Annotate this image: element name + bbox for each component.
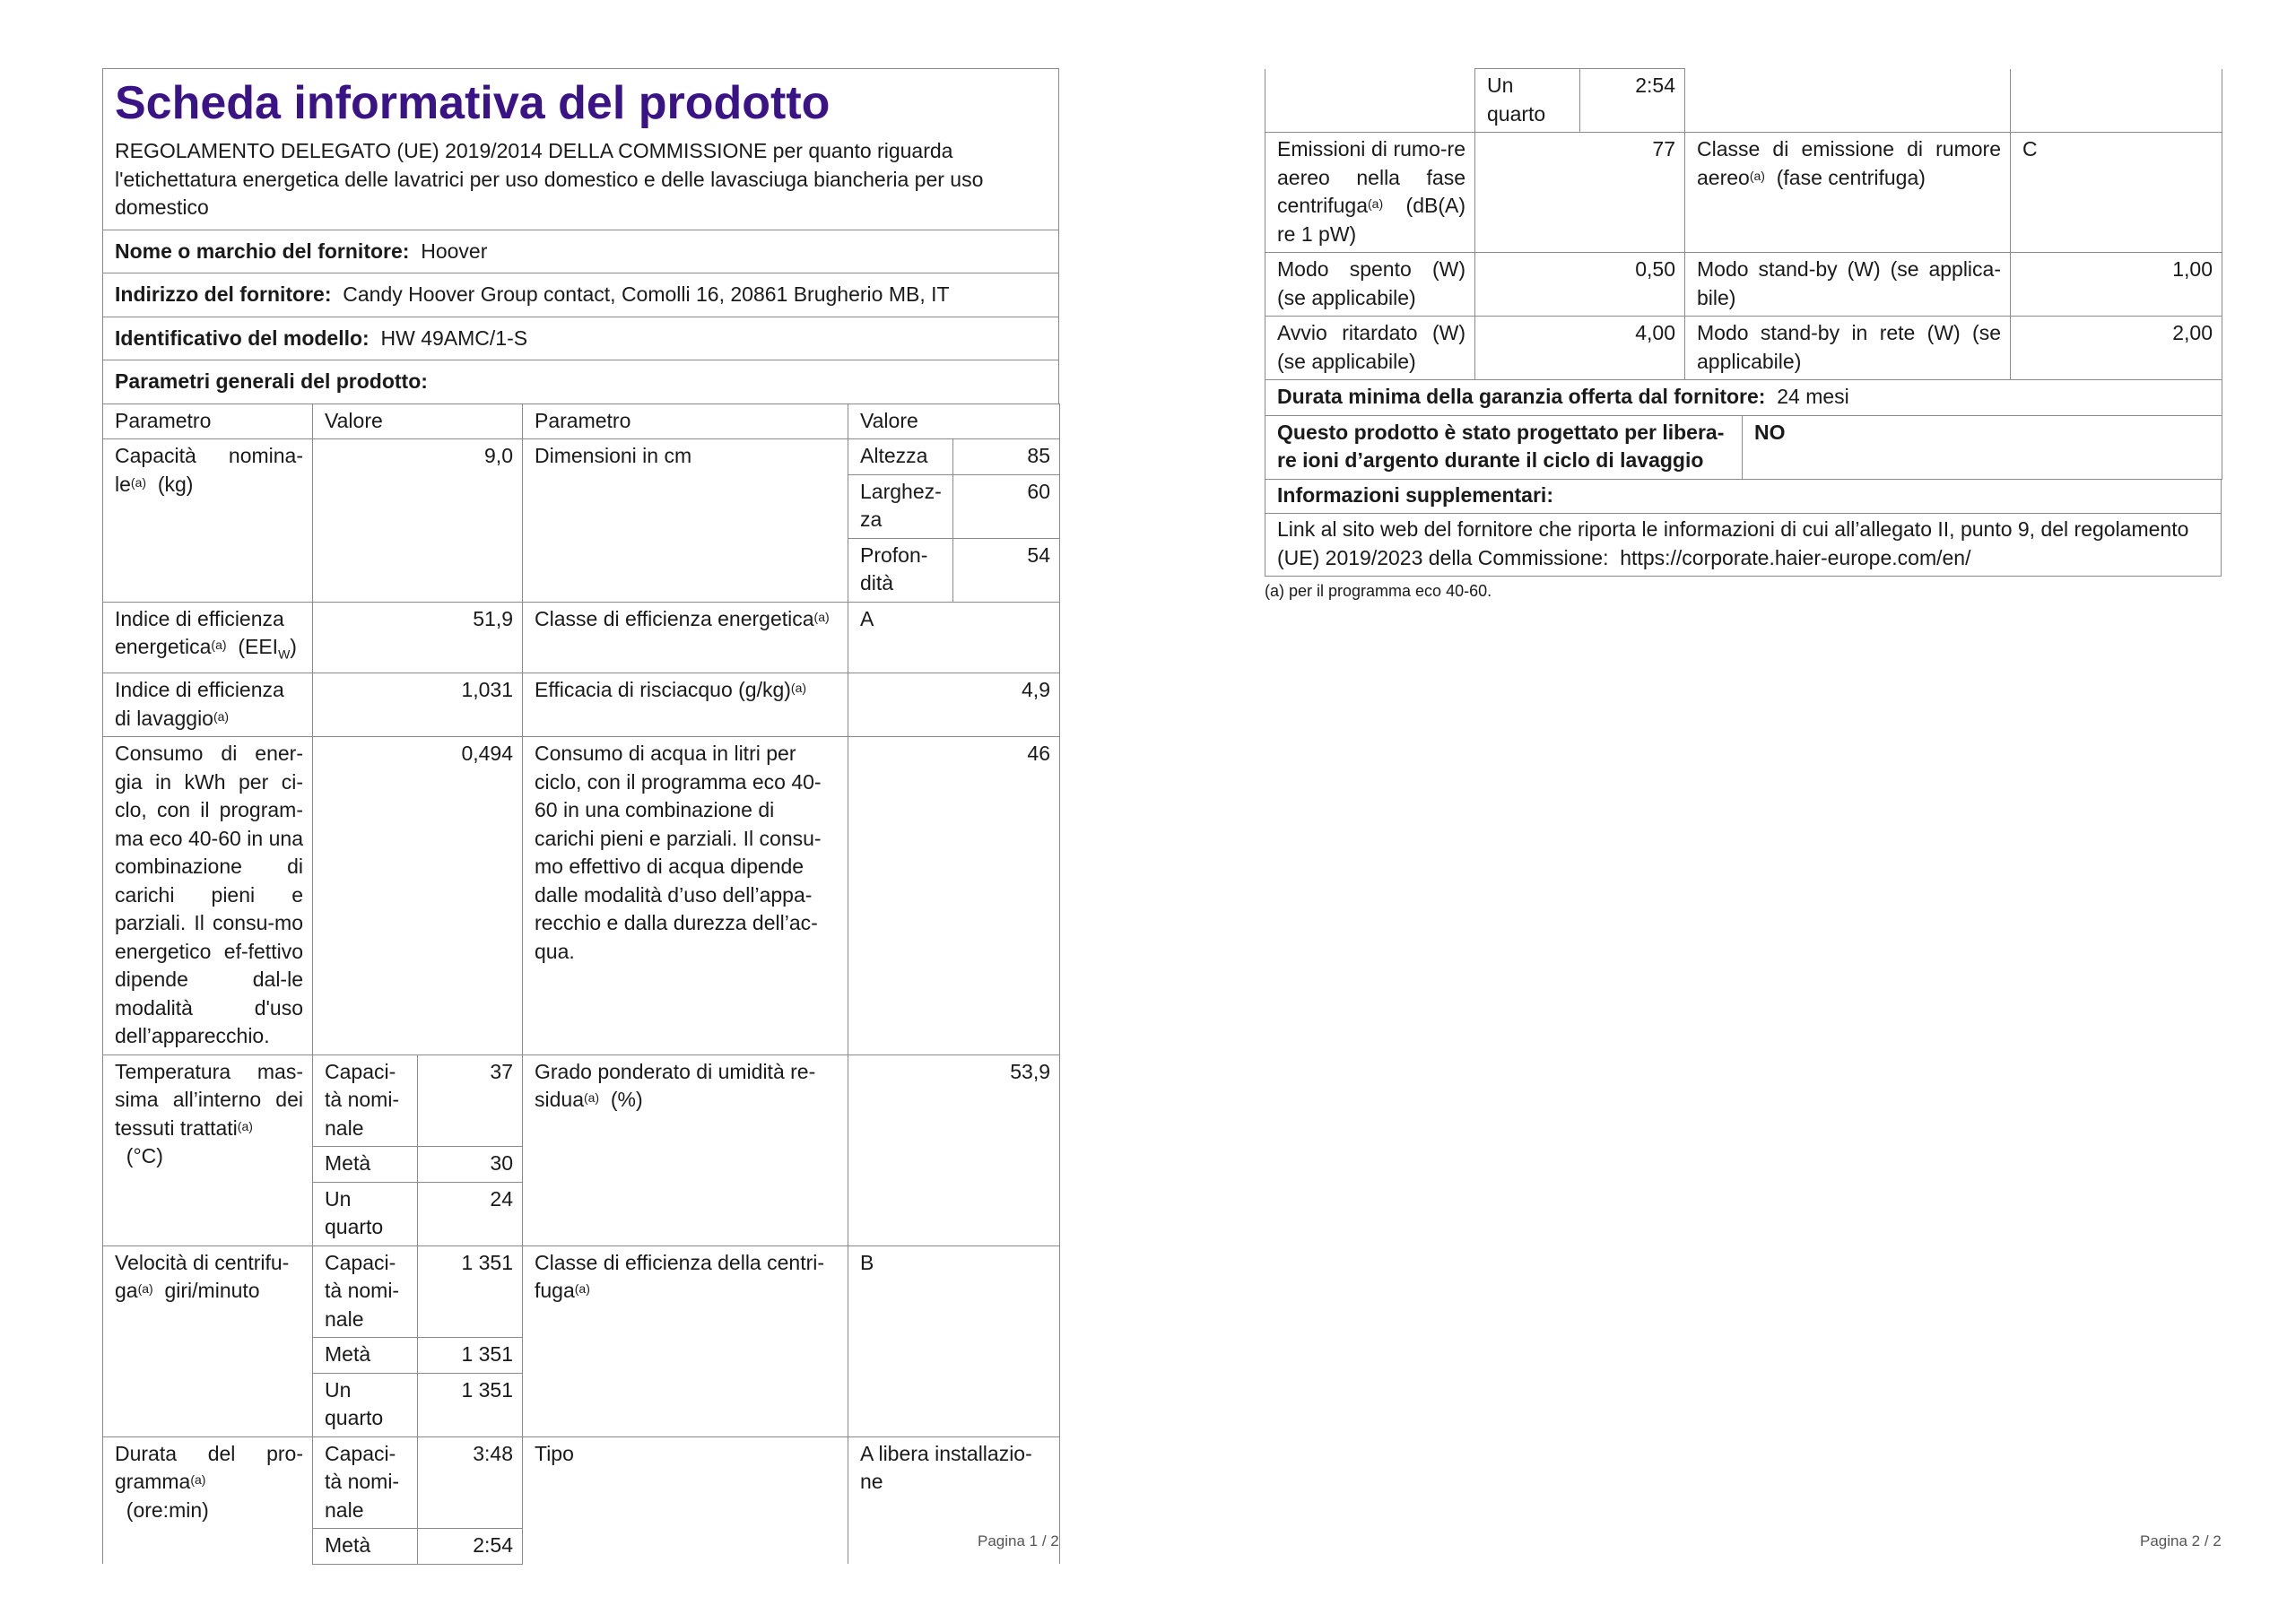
footnote-ref: (a) [574,1281,590,1297]
moisture-label: Grado ponderato di umidità re-sidua [535,1059,816,1112]
depth-label: Profon-dità [848,538,953,602]
rated-capacity-value: 9,0 [313,439,523,603]
network-standby-value: 2,00 [2011,317,2222,380]
warranty-row [1265,380,2222,416]
eei-value: 51,9 [313,602,523,673]
eei-unit: (EEI [238,635,279,658]
page-2 [1265,68,2222,601]
network-standby-label: Modo stand-by in rete (W) (se applicabile) [1685,317,2011,380]
table-row [103,439,1060,475]
eei-unit-close: ) [290,635,297,658]
standby-value: 1,00 [2011,253,2222,317]
silver-table [1265,415,2222,480]
spin-unit: giri/minuto [164,1279,260,1303]
page-number-1: Pagina 1 / 2 [978,1532,1059,1549]
off-mode-value: 0,50 [1475,253,1685,317]
duration-continued-label [1265,69,1475,133]
footnote-ref: (a) [237,1118,253,1133]
table-row [1265,380,2222,416]
noise-class-value: C [2011,133,2222,253]
type-continued-label [1685,69,2011,133]
header-param-2: Parametro [523,404,848,439]
link-row [1265,514,2222,577]
silver-ions-value: NO [1743,415,2222,479]
wash-index-value: 1,031 [313,673,523,737]
footnote-ref: (a) [583,1090,600,1106]
delay-start-value: 4,00 [1475,317,1685,380]
noise-class-label-cell [1685,133,2011,253]
wash-index-label-cell [103,673,313,737]
params-table-continued [1265,68,2222,416]
load-quarter-label: Un quarto [313,1182,418,1245]
supplier-address-row [103,273,1059,317]
temp-quarter-value: 24 [418,1182,523,1245]
table-row [1265,317,2222,380]
temperature-unit: (°C) [126,1144,163,1168]
water-consumption-value: 46 [848,737,1060,1055]
rinse-label-cell [523,673,848,737]
load-full-label: Capaci-tà nomi-nale [313,1245,418,1338]
rated-capacity-unit: (kg) [157,472,194,496]
moisture-label-cell [523,1055,848,1245]
spin-quarter-value: 1 351 [418,1373,523,1436]
duration-label: Durata del pro-gramma [115,1441,303,1494]
width-label: Larghez-za [848,474,953,538]
eei-label: Indice di efficienza energetica [115,606,284,658]
moisture-unit: (%) [610,1088,643,1112]
silver-ions-label: Questo prodotto è stato progettato per libera-re ioni d’argento durante il ciclo di lavaggio [1265,415,1743,479]
spin-label-cell [103,1245,313,1436]
energy-class-value: A [848,602,1060,673]
temp-half-value: 30 [418,1147,523,1183]
footnote-ref: (a) [790,681,807,696]
dimensions-label: Dimensioni in cm [523,439,848,603]
rinse-value: 4,9 [848,673,1060,737]
noise-unit: (dB(A) re 1 pW) [1277,194,1465,246]
footnote-ref: (a) [213,708,230,724]
link-text: Link al sito web del fornitore che riporta le informazioni di cui all’allegato II, punto 9, del regolamento (UE) 2019/2023 della Commissione: [1277,517,2189,569]
energy-consumption-value: 0,494 [313,737,523,1055]
load-half-label: Metà [313,1147,418,1183]
table-header-row [103,404,1060,439]
spin-class-label-cell [523,1245,848,1436]
footnote-ref: (a) [813,609,830,624]
table-row [103,1055,1060,1147]
page-1 [102,68,1059,1565]
energy-class-label-cell [523,602,848,673]
off-mode-label: Modo spento (W) (se applicabile) [1265,253,1475,317]
noise-class-unit: (fase centrifuga) [1776,165,1926,189]
noise-class-label: Classe di emissione di rumore aereo [1697,137,2001,189]
temperature-label: Temperatura mas-sima all’interno dei tessuti trattati [115,1059,303,1140]
duration-label-cell [103,1436,313,1564]
noise-label-cell [1265,133,1475,253]
eei-unit-sub: W [278,647,291,662]
eei-label-cell [103,602,313,673]
table-row [1265,133,2222,253]
table-row [103,737,1060,1055]
delay-start-label: Avvio ritardato (W) (se applicabile) [1265,317,1475,380]
footnote: (a) per il programma eco 40-60. [1265,582,1492,600]
params-table [102,404,1060,1565]
rated-capacity-label-cell [103,439,313,603]
duration-unit: (ore:min) [126,1497,209,1522]
energy-consumption-label: Consumo di ener-gia in kWh per ci-clo, con il program-ma eco 40-60 in una combinazione di carichi pieni e parziali. Il consu-mo energetico ef-fettivo dipende dal-le modalità d'uso dell’apparecchio. [103,737,313,1055]
header-value: Valore [313,404,523,439]
table-row [103,673,1060,737]
height-label: Altezza [848,439,953,475]
regulation-text: REGOLAMENTO DELEGATO (UE) 2019/2014 DELLA COMMISSIONE per quanto riguarda l'etichettatura energetica delle lavatrici per uso domestico e delle lavasciuga biancheria per uso domestico [115,139,984,219]
header-table [102,68,1059,404]
footnote-ref: (a) [137,1281,153,1297]
duration-quarter-value: 2:54 [1580,69,1685,133]
supplier-address: Candy Hoover Group contact, Comolli 16, 20861 Brugherio MB, IT [343,282,950,306]
footnote-ref: (a) [1749,168,1765,183]
warranty-value: 24 mesi [1777,385,1849,408]
model-row [103,317,1059,360]
footnote-ref: (a) [1368,196,1384,211]
title-cell [103,69,1059,230]
page-title: Scheda informativa del prodotto [115,77,831,129]
footnote-ref: (a) [211,638,227,652]
type-value: A libera installazio-ne [848,1436,1060,1564]
supplier-address-label: Indirizzo del fornitore: [115,282,332,306]
load-full-label: Capaci-tà nomi-nale [313,1436,418,1529]
spin-label: Velocità di centrifu-ga [115,1250,290,1303]
temperature-label-cell [103,1055,313,1245]
type-label: Tipo [523,1436,848,1564]
water-consumption-label: Consumo di acqua in litri per ciclo, con il programma eco 40-60 in una combinazione di carichi pieni e parziali. Il consu-mo effettivo di acqua dipende dalle modalità d’uso dell’appa-recchio e dalla durezza dell’ac-qua. [523,737,848,1055]
table-row [1265,69,2222,133]
table-row [103,602,1060,673]
load-quarter-label: Un quarto [313,1373,418,1436]
table-row [1265,415,2222,479]
spin-class-label: Classe di efficienza della centri-fuga [535,1250,825,1303]
table-row [103,1245,1060,1338]
moisture-value: 53,9 [848,1055,1060,1245]
load-half-label: Metà [313,1338,418,1374]
load-full-label: Capaci-tà nomi-nale [313,1055,418,1147]
supplier-name-row [103,230,1059,273]
extra-info-table [1265,479,2222,577]
supplier-name: Hoover [421,239,488,263]
standby-label: Modo stand-by (W) (se applica-bile) [1685,253,2011,317]
model-label: Identificativo del modello: [115,325,370,350]
width-value: 60 [953,474,1060,538]
supplier-name-label: Nome o marchio del fornitore: [115,239,410,263]
load-quarter-label: Un quarto [1475,69,1580,133]
table-row [103,1436,1060,1529]
page-number-2: Pagina 2 / 2 [2140,1532,2222,1549]
header-param: Parametro [103,404,313,439]
supplier-link[interactable]: https://corporate.haier-europe.com/en/ [1620,545,1971,569]
energy-class-label: Classe di efficienza energetica [535,606,814,630]
height-value: 85 [953,439,1060,475]
warranty-label: Durata minima della garanzia offerta dal fornitore: [1277,385,1766,408]
noise-label: Emissioni di rumo-re aereo nella fase centrifuga [1277,137,1465,217]
rated-capacity-label: Capacità nomina-le [115,444,303,496]
table-row [1265,253,2222,317]
spin-full-value: 1 351 [418,1245,523,1338]
model-id: HW 49AMC/1-S [380,325,528,350]
spin-half-value: 1 351 [418,1338,523,1374]
temp-full-value: 37 [418,1055,523,1147]
footnote-ref: (a) [130,474,147,490]
footnote-ref: (a) [190,1472,206,1488]
general-params-label: Parametri generali del prodotto: [103,360,1059,404]
noise-value: 77 [1475,133,1685,253]
duration-half-value: 2:54 [418,1529,523,1565]
spin-class-value: B [848,1245,1060,1436]
rinse-label: Efficacia di risciacquo (g/kg) [535,678,791,702]
duration-full-value: 3:48 [418,1436,523,1529]
type-continued-value [2011,69,2222,133]
load-half-label: Metà [313,1529,418,1565]
depth-value: 54 [953,538,1060,602]
extra-info-label: Informazioni supplementari: [1265,479,2222,514]
header-value-2: Valore [848,404,1060,439]
wash-index-label: Indice di efficienza di lavaggio [115,678,284,730]
